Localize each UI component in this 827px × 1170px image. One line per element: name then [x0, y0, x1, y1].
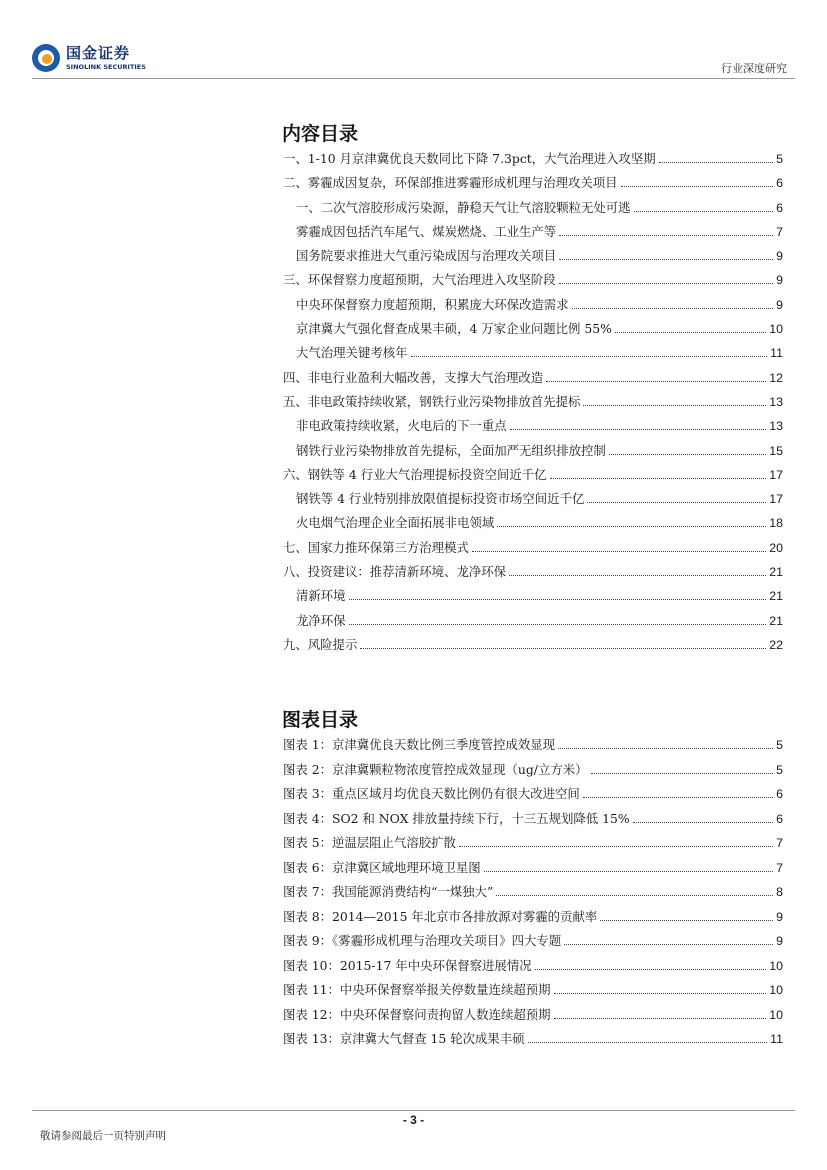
dot-leader — [559, 235, 773, 236]
figure-entry-page: 10 — [769, 983, 783, 997]
dot-leader — [554, 993, 767, 994]
toc-entry-page: 18 — [769, 516, 783, 531]
figure-entry-text: 图表 11：中央环保督察举报关停数量连续超预期 — [283, 982, 551, 997]
dot-leader — [535, 969, 767, 970]
toc-entry[interactable] — [283, 562, 783, 586]
toc-entry-page: 6 — [776, 176, 783, 191]
toc-entry[interactable] — [283, 222, 783, 246]
dot-leader — [349, 624, 767, 625]
figure-entry-page: 6 — [776, 811, 783, 826]
figure-entry-page: 11 — [770, 1032, 783, 1046]
toc-entry-text: 京津冀大气强化督查成果丰硕，4 万家企业问题比例 55% — [296, 321, 612, 337]
toc-entry-text: 三、环保督察力度超预期，大气治理进入攻坚阶段 — [283, 272, 556, 288]
dot-leader — [554, 1018, 767, 1019]
toc-entry-page: 11 — [770, 346, 783, 361]
figure-entry-page: 9 — [776, 934, 783, 948]
logo-name-en: SINOLINK SECURITIES — [66, 62, 146, 71]
toc-entry-text: 二、雾霾成因复杂，环保部推进雾霾形成机理与治理攻关项目 — [283, 175, 618, 191]
toc-entry-page: 12 — [769, 370, 783, 385]
toc-entry-text: 大气治理关键考核年 — [296, 345, 408, 361]
toc-entry[interactable] — [283, 538, 783, 562]
toc-entry-page: 5 — [776, 152, 783, 166]
figure-entry[interactable] — [283, 784, 783, 809]
dot-leader — [349, 599, 767, 600]
dot-leader — [583, 797, 773, 798]
toc-entry[interactable] — [283, 343, 783, 367]
dot-leader — [659, 162, 773, 163]
toc-entry-text: 六、钢铁等 4 行业大气治理提标投资空间近千亿 — [283, 466, 547, 482]
figure-entry-page: 7 — [776, 836, 783, 850]
toc-entry-page: 6 — [776, 200, 783, 215]
dot-leader — [633, 822, 773, 823]
logo-name-cn: 国金证券 — [66, 43, 131, 62]
report-type: 行业深度研究 — [721, 62, 787, 75]
dot-leader — [497, 526, 766, 527]
figure-entry[interactable] — [283, 735, 783, 760]
figure-entry-page: 7 — [776, 860, 783, 875]
footer-divider — [32, 1110, 795, 1111]
figure-entry-page: 9 — [776, 909, 783, 924]
dot-leader — [559, 283, 774, 284]
dot-leader — [496, 895, 773, 896]
toc-entry-page: 17 — [769, 492, 783, 507]
figure-entry[interactable] — [283, 931, 783, 956]
figure-entry[interactable] — [283, 980, 783, 1005]
toc-entry[interactable] — [283, 368, 783, 392]
toc-entry-text: 七、国家力推环保第三方治理模式 — [283, 539, 469, 555]
toc-entry-text: 国务院要求推进大气重污染成因与治理攻关项目 — [296, 248, 557, 264]
toc-entry[interactable] — [283, 586, 783, 610]
toc-entry-text: 火电烟气治理企业全面拓展非电领域 — [296, 515, 495, 531]
toc-entry[interactable] — [283, 198, 783, 222]
figure-entry-text: 图表 4：SO2 和 NOX 排放量持续下行，十三五规划降低 15% — [283, 810, 630, 826]
dot-leader — [509, 575, 766, 576]
toc-entry-text: 龙净环保 — [296, 612, 346, 628]
figure-entry-page: 6 — [776, 787, 783, 801]
figure-entry-text: 图表 7：我国能源消费结构“一煤独大” — [283, 884, 494, 899]
dot-leader — [634, 211, 774, 212]
dot-leader — [360, 648, 766, 649]
toc-entry[interactable] — [283, 635, 783, 659]
figure-entry-text: 图表 9：《雾霾形成机理与治理攻关项目》四大专题 — [283, 933, 562, 948]
toc-entry[interactable] — [283, 149, 783, 173]
figure-entry[interactable] — [283, 1029, 783, 1054]
dot-leader — [558, 748, 773, 749]
toc-entry-page: 15 — [769, 443, 783, 458]
disclaimer: 敬请参阅最后一页特别声明 — [40, 1130, 166, 1142]
dot-leader — [583, 405, 766, 406]
toc-entry-text: 中央环保督察力度超预期，积累庞大环保改造需求 — [296, 296, 569, 312]
figure-entry[interactable] — [283, 1005, 783, 1030]
figures-list — [283, 735, 783, 1054]
toc-entry-page: 21 — [769, 565, 783, 580]
figure-entry-text: 图表 10：2015-17 年中央环保督察进展情况 — [283, 957, 532, 973]
toc-entry-text: 五、非电政策持续收紧，钢铁行业污染物排放首先提标 — [283, 393, 581, 409]
toc-entry[interactable] — [283, 441, 783, 465]
page-number: - 3 - — [402, 1113, 425, 1127]
logo-icon — [32, 44, 60, 72]
toc-entry-page: 17 — [769, 467, 783, 482]
toc-entry-text: 钢铁行业污染物排放首先提标，全面加严无组织排放控制 — [296, 442, 606, 458]
figure-entry-page: 10 — [769, 1007, 783, 1022]
toc-entry-page: 9 — [776, 273, 783, 288]
dot-leader — [472, 551, 766, 552]
figure-entry[interactable] — [283, 956, 783, 981]
toc-entry-text: 钢铁等 4 行业特别排放限值提标投资市场空间近千亿 — [296, 491, 585, 507]
figure-entry-page: 10 — [769, 958, 783, 973]
dot-leader — [559, 259, 773, 260]
figure-entry[interactable] — [283, 907, 783, 932]
figure-entry-text: 图表 1：京津冀优良天数比例三季度管控成效显现 — [283, 737, 556, 752]
figure-entry[interactable] — [283, 858, 783, 883]
toc-entry-page: 21 — [769, 613, 783, 628]
company-logo — [32, 44, 146, 72]
toc-entry-page: 20 — [769, 540, 783, 555]
toc-entry-text: 一、1-10 月京津冀优良天数同比下降 7.3pct，大气治理进入攻坚期 — [283, 151, 656, 166]
toc-entry[interactable] — [283, 611, 783, 635]
toc-entry-text: 八、投资建议：推荐清新环境、龙净环保 — [283, 564, 507, 580]
dot-leader — [546, 381, 766, 382]
toc-entry-text: 非电政策持续收紧，火电后的下一重点 — [296, 418, 507, 434]
toc-entry-page: 13 — [769, 394, 783, 409]
toc-entry-page: 13 — [769, 419, 783, 434]
dot-leader — [587, 502, 766, 503]
toc-entry[interactable] — [283, 246, 783, 270]
dot-leader — [550, 478, 767, 479]
toc-entry-text: 一、二次气溶胶形成污染源，静稳天气让气溶胶颗粒无处可逃 — [296, 199, 631, 215]
toc-entry[interactable] — [283, 295, 783, 319]
dot-leader — [510, 429, 767, 430]
toc-entry[interactable] — [283, 465, 783, 489]
toc-entry[interactable] — [283, 173, 783, 197]
figure-entry[interactable] — [283, 882, 783, 907]
figure-entry-text: 图表 5：逆温层阻止气溶胶扩散 — [283, 835, 456, 850]
figure-entry-text: 图表 13：京津冀大气督查 15 轮次成果丰硕 — [283, 1031, 525, 1046]
toc-entry-text: 四、非电行业盈利大幅改善，支撑大气治理改造 — [283, 369, 544, 385]
figure-entry-text: 图表 3：重点区域月均优良天数比例仍有很大改进空间 — [283, 786, 580, 801]
figure-entry-text: 图表 6：京津冀区域地理环境卫星图 — [283, 859, 481, 875]
toc-entry-page: 7 — [776, 224, 783, 239]
figure-entry[interactable] — [283, 833, 783, 858]
dot-leader — [411, 356, 768, 357]
dot-leader — [609, 454, 766, 455]
toc-entry-text: 九、风险提示 — [283, 636, 358, 652]
toc-entry-page: 10 — [769, 322, 783, 337]
toc-entry[interactable] — [283, 416, 783, 440]
toc-entry-page: 21 — [769, 589, 783, 604]
figure-entry-text: 图表 2：京津冀颗粒物浓度管控成效显现（ug/立方米） — [283, 761, 588, 777]
toc-entry[interactable] — [283, 489, 783, 513]
figure-entry-page: 5 — [776, 762, 783, 777]
toc-entry[interactable] — [283, 270, 783, 294]
toc-entry[interactable] — [283, 513, 783, 537]
figure-entry-page: 5 — [776, 738, 783, 752]
figure-entry[interactable] — [283, 760, 783, 785]
page-header — [0, 0, 827, 80]
figure-entry-text: 图表 8：2014—2015 年北京市各排放源对雾霾的贡献率 — [283, 908, 598, 924]
toc-entry-text: 雾霾成因包括汽车尾气、煤炭燃烧、工业生产等 — [296, 223, 557, 239]
toc-entry-text: 清新环境 — [296, 588, 346, 604]
figures-title: 图表目录 — [282, 709, 359, 731]
toc-list — [283, 149, 783, 659]
toc-entry[interactable] — [283, 319, 783, 343]
dot-leader — [591, 773, 774, 774]
toc-entry-page: 9 — [776, 249, 783, 264]
toc-entry[interactable] — [283, 392, 783, 416]
dot-leader — [459, 846, 773, 847]
dot-leader — [564, 944, 773, 945]
dot-leader — [484, 871, 773, 872]
dot-leader — [615, 332, 766, 333]
toc-entry-page: 22 — [769, 637, 783, 652]
figure-entry[interactable] — [283, 809, 783, 834]
dot-leader — [600, 920, 773, 921]
figure-entry-page: 8 — [776, 885, 783, 899]
header-divider — [32, 78, 795, 79]
toc-entry-page: 9 — [776, 297, 783, 312]
figure-entry-text: 图表 12：中央环保督察问责拘留人数连续超预期 — [283, 1006, 551, 1022]
dot-leader — [528, 1042, 768, 1043]
dot-leader — [621, 186, 774, 187]
dot-leader — [572, 308, 774, 309]
toc-title: 内容目录 — [282, 123, 359, 145]
